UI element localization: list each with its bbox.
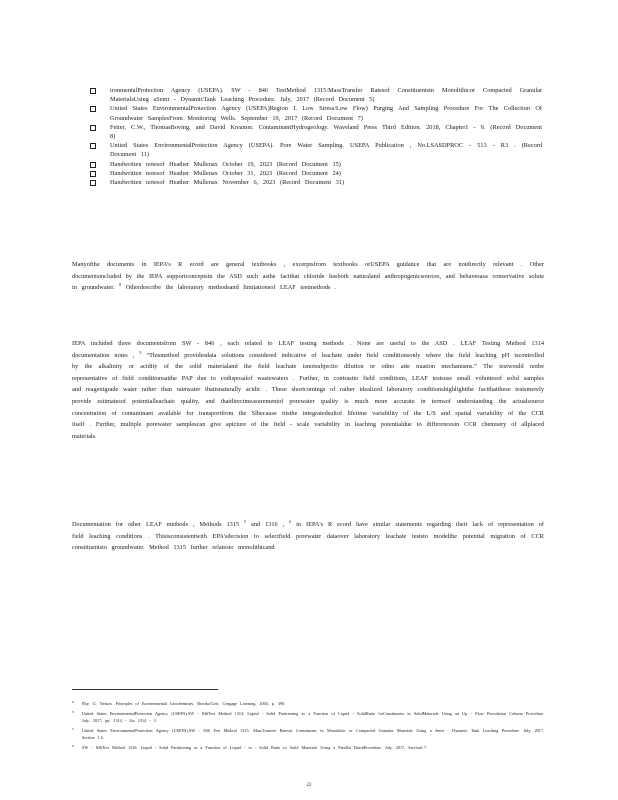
paragraph-text: “Thismethod providesdata solutions considered indicative of leachate under field conditionsonly where the field leaching pH iscontrolled by the alkalinity or acidity of the solid materialand the field leachate isnotsubjectto dilution or other atte nuation mechanisms.” The testwould notbe representative of field conditionsatthe PAP due to codisposalof wastewaters . Further, in contrastto field conditions, LEAF testsuse small volumesof solid samples and reagentgrade water rather than rainwater thatisnaturally acidic . These shortcomings of rather idealized laboratory conditionshighlightthe factthatthese testsmerely provide estimatesof potentialleachate quality, and thatdirectmeasurementof porewater quality is much more accurate in termsof understanding the actualsource concentration of contaminant available for transportfrom the Slbecause itisthe integratedsultof lifetime variability of the L/S and spatial variability of the CCR itself . Further, multiple porewater samplescan give apicture of the field - scale variability in leaching potentialdue to differencesin CCR chemistry of allplaced materials. bbox=[72, 351, 544, 440]
checkbox-bullet-icon bbox=[90, 180, 96, 186]
reference-text: Handwritten notesof Heather Mullenax November 6, 2023 (Record Document 31) bbox=[110, 179, 345, 187]
reference-item bbox=[90, 123, 542, 141]
reference-text: ironmentalProtection Agency (USEPA). SW - 846 TestMethod 1315:MassTransfer Ratesof Constituentsin Monolithicor Compacted Granular MaterialsUsing aSemi - DynamicTank Leaching Procedure. July, 2017 (Record Document 5) bbox=[110, 87, 542, 104]
reference-item bbox=[90, 178, 542, 187]
paragraph-text: Documentation for other LEAF methods , Methods 1315 bbox=[72, 521, 240, 528]
reference-item bbox=[90, 160, 542, 169]
page-number: 22 bbox=[306, 783, 312, 788]
checkbox-bullet-icon bbox=[90, 171, 96, 177]
footnote-text: SW - 846Test Method 1316: Liquid - Solid Partitioning as a Function of Liquid - to - Solid Ratio in Solid Materials Using a Parallel BatchProcedure. July, 2017, Section1.7. bbox=[82, 745, 428, 750]
reference-item bbox=[90, 169, 542, 178]
reference-list bbox=[90, 86, 542, 187]
footnotes bbox=[72, 700, 544, 754]
footnote-number: 9 bbox=[72, 710, 74, 714]
footnote-number: 6 bbox=[72, 744, 74, 748]
footnote-text: United States EnvironmentalProtection Agency (USEPA).SW - 846 Test Method 1315: MassTransfer Ratesof Constituents in Monolithic or Compacted Granular Materials Using a Semi - Dynamic Tank Leaching Procedure. July, 2017, Section 1.5. bbox=[82, 728, 544, 740]
reference-item bbox=[90, 86, 542, 104]
footnote-number: 8 bbox=[72, 700, 74, 704]
footnote-text: United States EnvironmentalProtection Agency (USEPA).SW - 846Test Method 1314: Liquid - Solid Partitioning as a Function of Liquid - SolidRatio forConstituents in SolidMaterials Using an Up - Flow Percolation Column Procedure. July, 2017, pp. 1314 - 2to 1314 - 3. bbox=[82, 711, 544, 723]
checkbox-bullet-icon bbox=[90, 88, 96, 94]
checkbox-bullet-icon bbox=[90, 162, 96, 168]
reference-text: Handwritten notesof Heather Mullenax October 31, 2023 (Record Document 24) bbox=[110, 169, 341, 177]
footnote bbox=[72, 744, 544, 751]
paragraph-text: IEPA included three documentsfrom SW - 846 , each related to LEAF testing methods . None are useful to the ASD . LEAF Testing Method 1314 documentation notes , bbox=[72, 340, 544, 359]
reference-item bbox=[90, 141, 542, 159]
body-paragraph-1 bbox=[72, 259, 544, 294]
paragraph-text: and 1316 , bbox=[251, 521, 285, 528]
footnote-text: Eby, G. Nelson. Principles of Environmental Geochemistry. Brooks/Cole, Cengage Learning. 2004, p. 390. bbox=[82, 701, 286, 706]
reference-item bbox=[90, 104, 542, 122]
footnote bbox=[72, 700, 544, 707]
reference-text: Handwritten notesof Heather Mullenax October 19, 2023 (Record Document 15) bbox=[110, 160, 341, 168]
footnote-divider bbox=[72, 689, 218, 690]
footnote bbox=[72, 710, 544, 724]
reference-text: United States EnvironmentalProtection Agency (USEPA). Pore Water Sampling. USEPA Publication , No.LSASDPROC - 513 - R3 . (Record Document 11) bbox=[110, 142, 542, 159]
footnote-ref: 5 bbox=[244, 518, 247, 524]
paragraph-text: Manyofthe documents in IEPA's R ecord are general textbooks , excerptsfrom textbooks orUSEPA guidance that are notdirectly relevant . Other documentsincluded by the IEPA supportconceptsin the ASD such asthe factthat chloride hasboth naturaland anthropogenicsources, and behavesasa conservative solute in groundwater. bbox=[72, 261, 544, 292]
footnote-ref: 6 bbox=[289, 518, 292, 524]
footnote-number: 5 bbox=[72, 727, 74, 731]
footnote-ref: 8 bbox=[119, 282, 122, 288]
footnote-ref: 9 bbox=[139, 349, 142, 355]
paragraph-text: in IEPA's R ecord have similar statements regarding their lack of representation of field leaching conditions . Thisisconsistentwith EPA'sdecision to selectfield porewater dataover laboratory leachate teststo modelthe potential migration of CCR constituentsto groundwater. Method 1315 further relatesto monolithicand bbox=[72, 521, 545, 552]
paragraph-text: Otherdescribe the laboratory methodsand limitationsof LEAF testmethods . bbox=[125, 284, 337, 292]
body-paragraph-3 bbox=[72, 519, 544, 554]
body-paragraph-2 bbox=[72, 338, 544, 442]
checkbox-bullet-icon bbox=[90, 143, 96, 149]
footnote bbox=[72, 727, 544, 741]
checkbox-bullet-icon bbox=[90, 125, 96, 131]
reference-text: Fetter, C.W., ThomasBoving, and David Kreamer. ContaminantHydrogeology. Waveland Press Third Edition. 2018, Chapter1 - 9. (Record Document 8) bbox=[110, 123, 542, 141]
reference-text: United States EnvironmentalProtection Agency (USEPA)Region I. Low Stress/Low Flow) Purging And Sampling Procedure For The Collection Of Groundwater SamplesFrom Monitoring Wells. September 19, 2017 (Record Document 7) bbox=[110, 105, 542, 122]
checkbox-bullet-icon bbox=[90, 106, 96, 112]
